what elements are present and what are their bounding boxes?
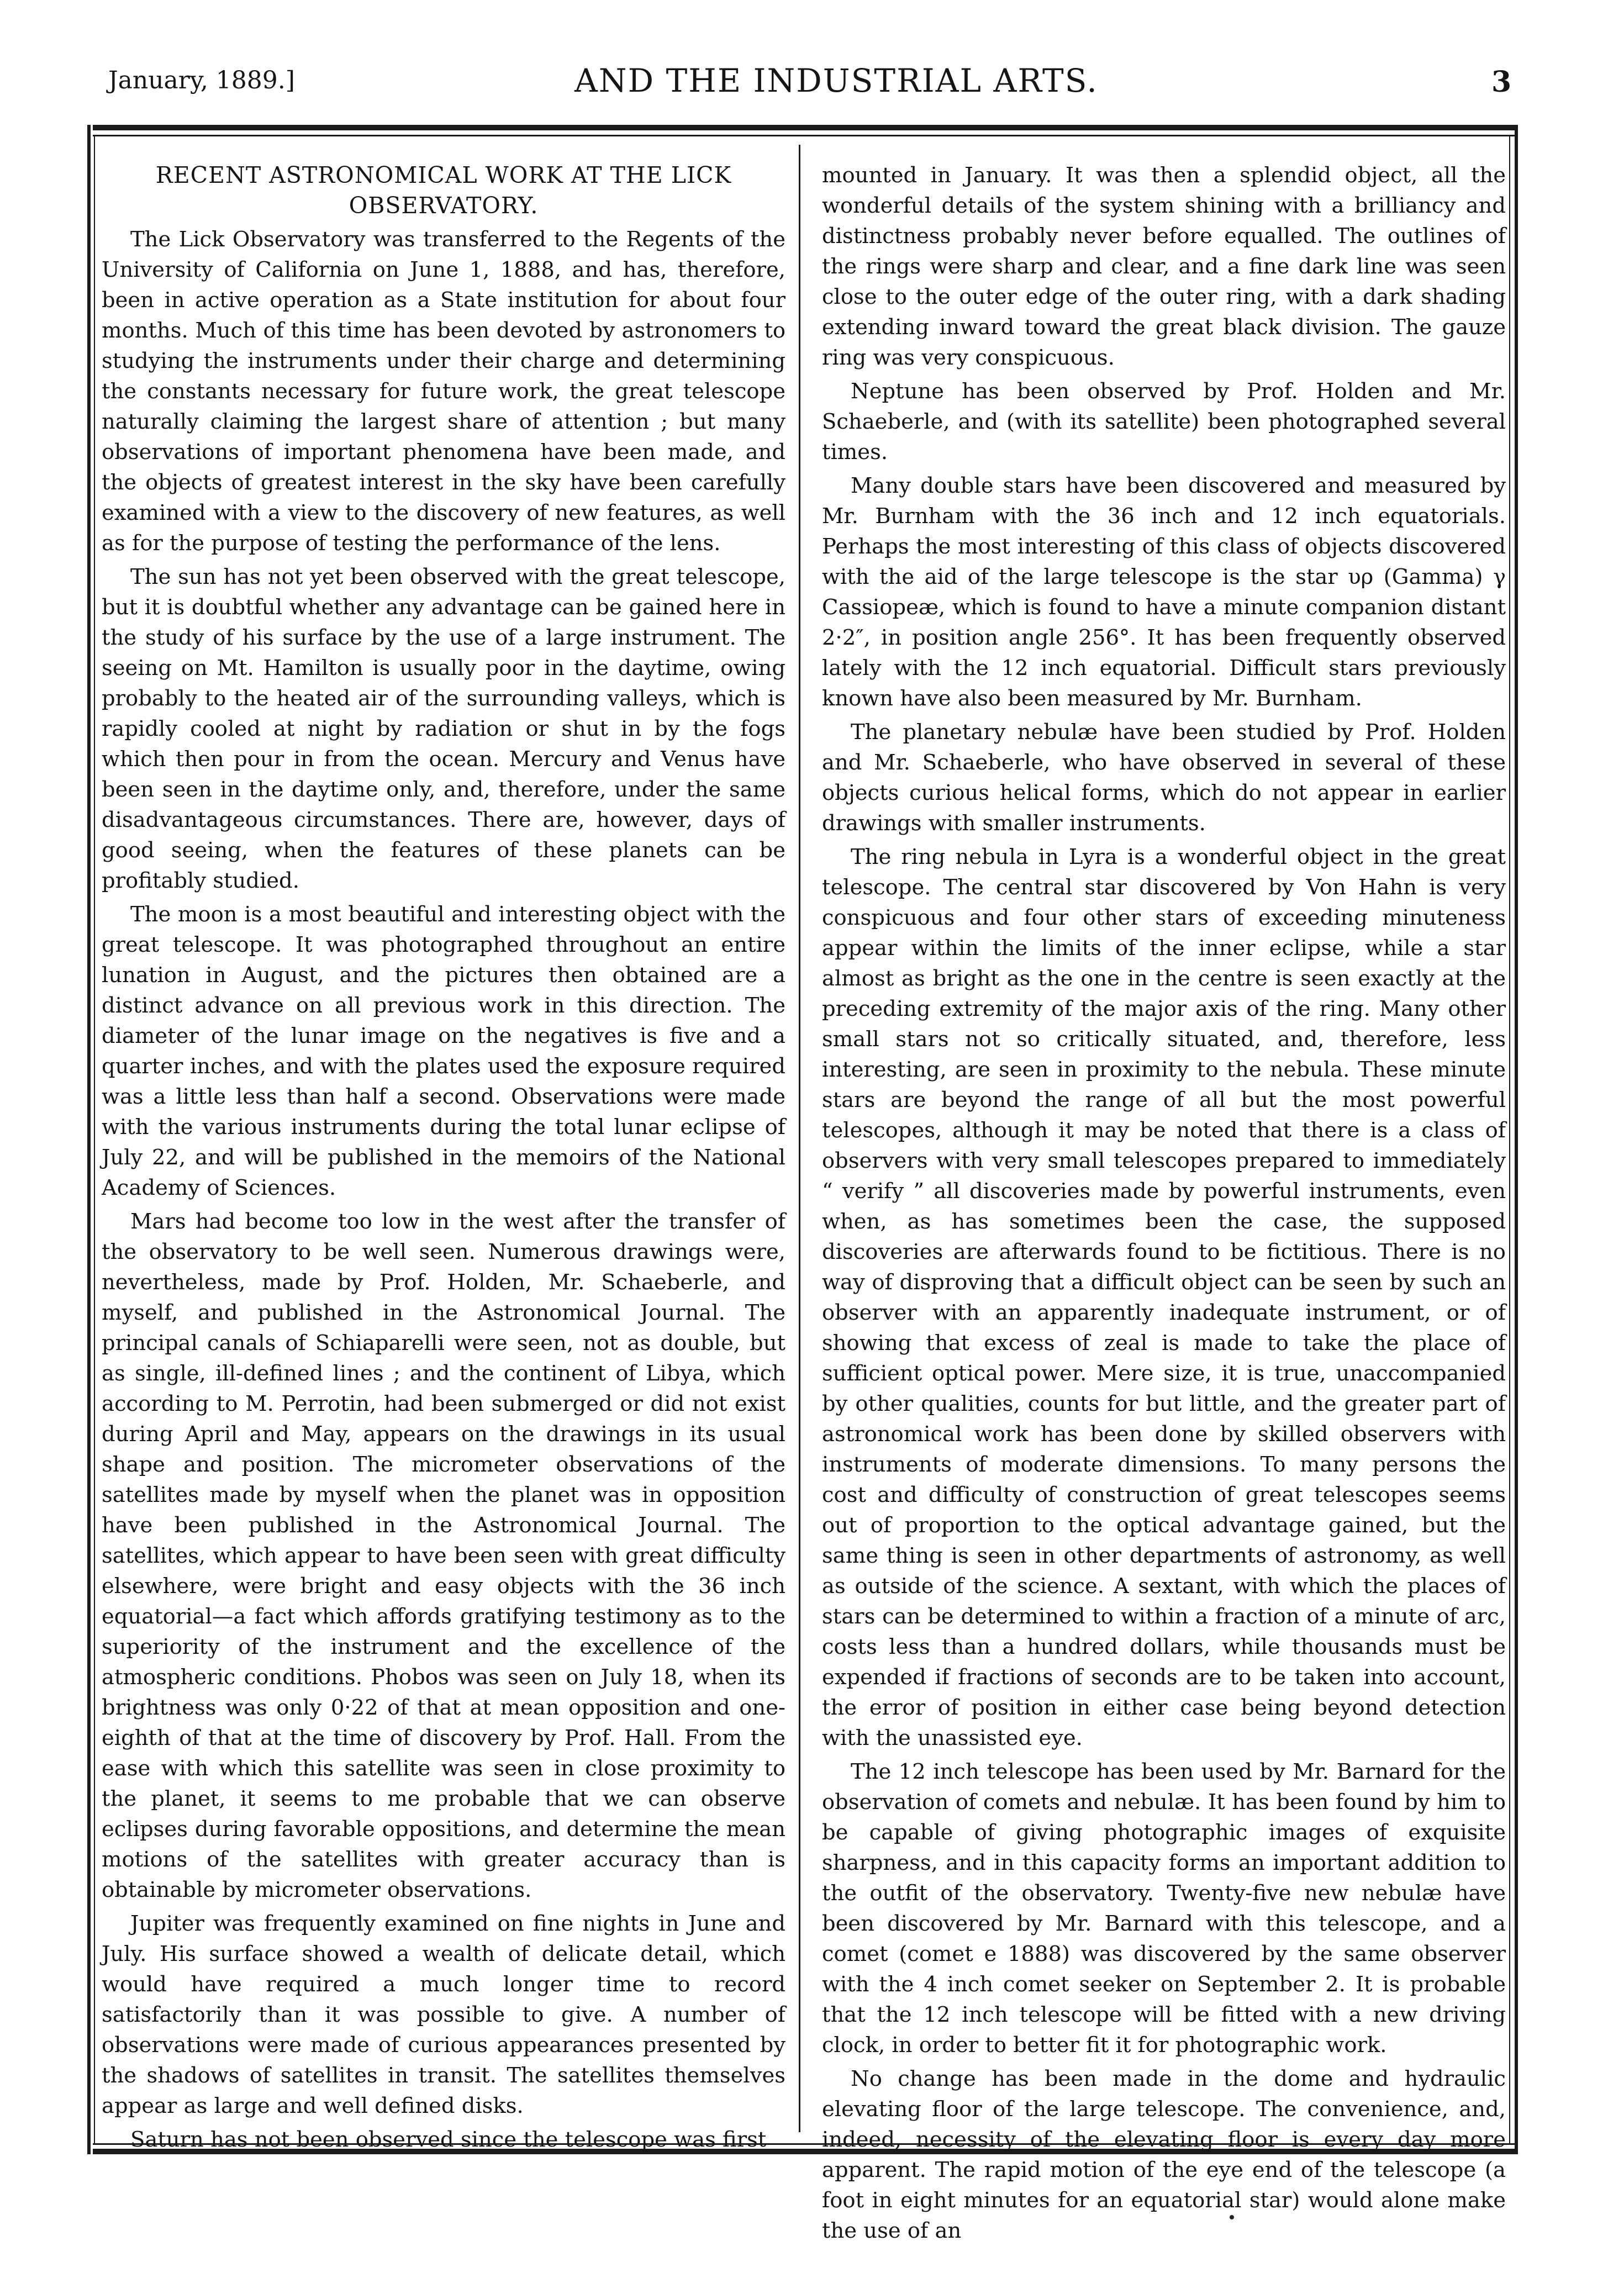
left-column xyxy=(102,160,785,2155)
ink-speck xyxy=(1230,2215,1234,2219)
page-number: 3 xyxy=(1491,65,1512,99)
right-border-rule xyxy=(1515,125,1518,2154)
header-date: January, 1889.] xyxy=(108,66,295,94)
article-title: RECENT ASTRONOMICAL WORK AT THE LICK OBSERVATORY. xyxy=(155,162,732,219)
right-column xyxy=(822,160,1506,2246)
paragraph-moon: The moon is a most beautiful and interesting object with the great telescope. It was photographed throughout an entire lunation in August, and the pictures then obtained are a distinct advance on all previous work in this direction. The diameter of the lunar image on the negatives is five and a quarter inches, and with the plates used the exposure required was a little less than half a second. Observations were made with the various instruments during the total lunar eclipse of July 22, and will be published in the memoirs of the National Academy of Sciences. xyxy=(102,902,785,1200)
right-border-thin-rule xyxy=(1509,136,1510,2143)
paragraph-saturn-continued: mounted in January. It was then a splendid object, all the wonderful details of the system shining with a brilliancy and distinctness probably never before equalled. The outlines of the rings were sharp and clear, and a fine dark line was seen close to the outer edge of the outer ring, with a dark shading extending inward toward the great black division. The gauze ring was very conspicuous. xyxy=(822,163,1506,370)
top-border-thin-rule xyxy=(93,135,1518,136)
header-title: AND THE INDUSTRIAL ARTS. xyxy=(574,62,1098,99)
left-border-thin-rule xyxy=(94,136,95,2143)
paragraph-ring-nebula: The ring nebula in Lyra is a wonderful object in the great telescope. The central star discovered by Von Hahn is very conspicuous and four other stars of exceeding minuteness appear within the limits of the inner eclipse, while a star almost as bright as the one in the centre is seen exactly at the preceding extremity of the major axis of the ring. Many other small stars not so critically situated, and, therefore, less interesting, are seen in proximity to the nebula. These minute stars are beyond the range of all but the most powerful telescopes, although it may be noted that there is a class of observers with very small telescopes prepared to immediately “ verify ” all discoveries made by powerful instruments, even when, as has sometimes been the case, the supposed discoveries are afterwards found to be fictitious. There is no way of disproving that a difficult object can be seen by such an observer with an apparently inadequate instrument, or of showing that excess of zeal is made to take the place of sufficient optical power. Mere size, it is true, unaccompanied by other qualities, counts for but little, and the greater part of astronomical work has been done by skilled observers with instruments of moderate dimensions. To many persons the cost and difficulty of construction of great telescopes seems out of proportion to the optical advantage gained, but the same thing is seen in other departments of astronomy, as well as outside of the science. A sextant, with which the places of stars can be determined to within a fraction of a minute of arc, costs less than a hundred dollars, while thousands must be expended if fractions of seconds are to be taken into account, the error of position in either case being beyond detection with the unassisted eye. xyxy=(822,845,1506,1750)
top-border-rule xyxy=(93,125,1518,130)
paragraph-neptune: Neptune has been observed by Prof. Holden and Mr. Schaeberle, and (with its satellite) been photographed several times. xyxy=(822,379,1506,465)
paragraph-sun: The sun has not yet been observed with the great telescope, but it is doubtful whether any advantage can be gained here in the study of his surface by the use of a large instrument. The seeing on Mt. Hamilton is usually poor in the daytime, owing probably to the heated air of the surrounding valleys, which is rapidly cooled at night by radiation or shut in by the fogs which then pour in from the ocean. Mercury and Venus have been seen in the daytime only, and, therefore, under the same disadvantageous circumstances. There are, however, days of good seeing, when the features of these planets can be profitably studied. xyxy=(102,565,785,893)
paragraph-transfer: The Lick Observatory was transferred to the Regents of the University of California on June 1, 1888, and has, therefore, been in active operation as a State institution for about four months. Much of this time has been devoted by astronomers to studying the instruments under their charge and determining the constants necessary for future work, the great telescope naturally claiming the largest share of attention ; but many observations of important phenomena have been made, and the objects of greatest interest in the sky have been carefully examined with a view to the discovery of new features, as well as for the purpose of testing the performance of the lens. xyxy=(102,227,785,556)
paragraph-planetary-nebulae: The planetary nebulæ have been studied by Prof. Holden and Mr. Schaeberle, who have observed in several of these objects curious helical forms, which do not appear in earlier drawings with smaller instruments. xyxy=(822,720,1506,836)
paragraph-double-stars: Many double stars have been discovered and measured by Mr. Burnham with the 36 inch and 12 inch equatorials. Perhaps the most interesting of this class of objects discovered with the aid of the large telescope is the star υρ (Gamma) γ Cassiopeæ, which is found to have a minute companion distant 2·2″, in position angle 256°. It has been frequently observed lately with the 12 inch equatorial. Difficult stars previously known have also been measured by Mr. Burnham. xyxy=(822,473,1506,711)
paragraph-dome: No change has been made in the dome and hydraulic elevating floor of the large telescope. The convenience, and, indeed, necessity of the elevating floor is every day more apparent. The rapid motion of the eye end of the telescope (a foot in eight minutes for an equatorial star) would alone make the use of an xyxy=(822,2066,1506,2243)
paragraph-jupiter: Jupiter was frequently examined on fine nights in June and July. His surface showed a wealth of delicate detail, which would have required a much longer time to record satisfactorily than it was possible to give. A number of observations were made of curious appearances presented by the shadows of satellites in transit. The satellites themselves appear as large and well defined disks. xyxy=(102,1911,785,2118)
paragraph-saturn-start: Saturn has not been observed since the telescope was first xyxy=(130,2127,767,2152)
paragraph-mars: Mars had become too low in the west after the transfer of the observatory to be well seen. Numerous drawings were, nevertheless, made by Prof. Holden, Mr. Schaeberle, and myself, and published in the Astronomical Journal. The principal canals of Schiaparelli were seen, not as double, but as single, ill-defined lines ; and the continent of Libya, which according to M. Perrotin, had been submerged or did not exist during April and May, appears on the drawings in its usual shape and position. The micrometer observations of the satellites made by myself when the planet was in opposition have been published in the Astronomical Journal. The satellites, which appear to have been seen with great difficulty elsewhere, were bright and easy objects with the 36 inch equatorial—a fact which affords gratifying testimony as to the superiority of the instrument and the excellence of the atmospheric conditions. Phobos was seen on July 18, when its brightness was only 0·22 of that at mean opposition and one-eighth of that at the time of discovery by Prof. Hall. From the ease with which this satellite was seen in close proximity to the planet, it seems to me probable that we can observe eclipses during favorable oppositions, and determine the mean motions of the satellites with greater accuracy than is obtainable by micrometer observations. xyxy=(102,1209,785,1902)
left-border-rule xyxy=(87,125,91,2154)
paragraph-12-inch-telescope: The 12 inch telescope has been used by Mr. Barnard for the observation of comets and nebulæ. It has been found by him to be capable of giving photographic images of exquisite sharpness, and in this capacity forms an important addition to the outfit of the observatory. Twenty-five new nebulæ have been discovered by Mr. Barnard with this telescope, and a comet (comet e 1888) was discovered by the same observer with the 4 inch comet seeker on September 2. It is probable that the 12 inch telescope will be fitted with a new driving clock, in order to better fit it for photographic work. xyxy=(822,1759,1506,2058)
column-divider xyxy=(799,145,800,2132)
